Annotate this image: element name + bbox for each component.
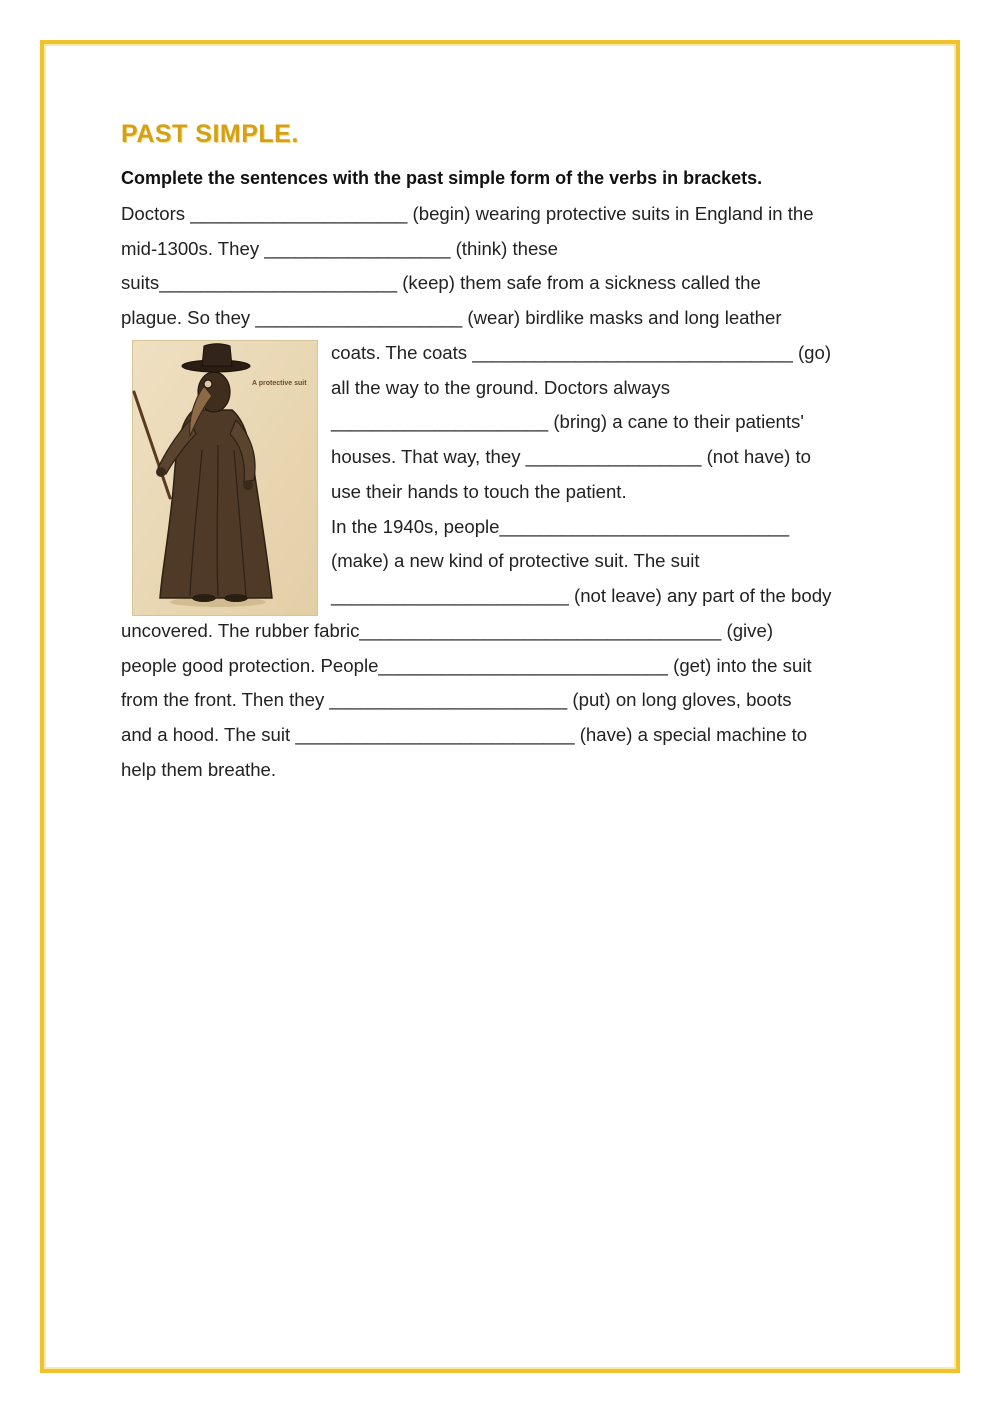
sentence-line: from the front. Then they _______________________ (put) on long gloves, boots (121, 689, 792, 710)
sentence-line: uncovered. The rubber fabric___________________________________ (give) (121, 620, 774, 641)
sentence-line: In the 1940s, people____________________________ (331, 516, 790, 537)
sentence-line: houses. That way, they _________________ (not have) to (331, 446, 812, 467)
worksheet-instructions: Complete the sentences with the past simple form of the verbs in brackets. (121, 168, 763, 188)
sentence-line: plague. So they ____________________ (wear) birdlike masks and long leather (121, 307, 782, 328)
sentence-line: all the way to the ground. Doctors always (331, 377, 670, 398)
sentence-line: _____________________ (bring) a cane to their patients' (331, 411, 804, 432)
sentence-line: and a hood. The suit ___________________________ (have) a special machine to (121, 724, 808, 745)
sentence-line: _______________________ (not leave) any part of the body (331, 585, 832, 606)
plague-doctor-illustration (132, 340, 318, 616)
sentence-line: coats. The coats _______________________________ (go) (331, 342, 832, 363)
image-caption: A protective suit (252, 380, 307, 387)
sentence-line: Doctors _____________________ (begin) wearing protective suits in England in the (121, 203, 814, 224)
sentence-line: mid-1300s. They __________________ (think) these (121, 238, 558, 259)
sentence-line: use their hands to touch the patient. (331, 481, 627, 502)
sentence-line: (make) a new kind of protective suit. The suit (331, 550, 700, 571)
sentence-line: suits_______________________ (keep) them safe from a sickness called the (121, 272, 761, 293)
sentence-line: people good protection. People____________________________ (get) into the suit (121, 655, 812, 676)
sentence-line: help them breathe. (121, 759, 277, 780)
worksheet-title: PAST SIMPLE. (121, 120, 299, 148)
